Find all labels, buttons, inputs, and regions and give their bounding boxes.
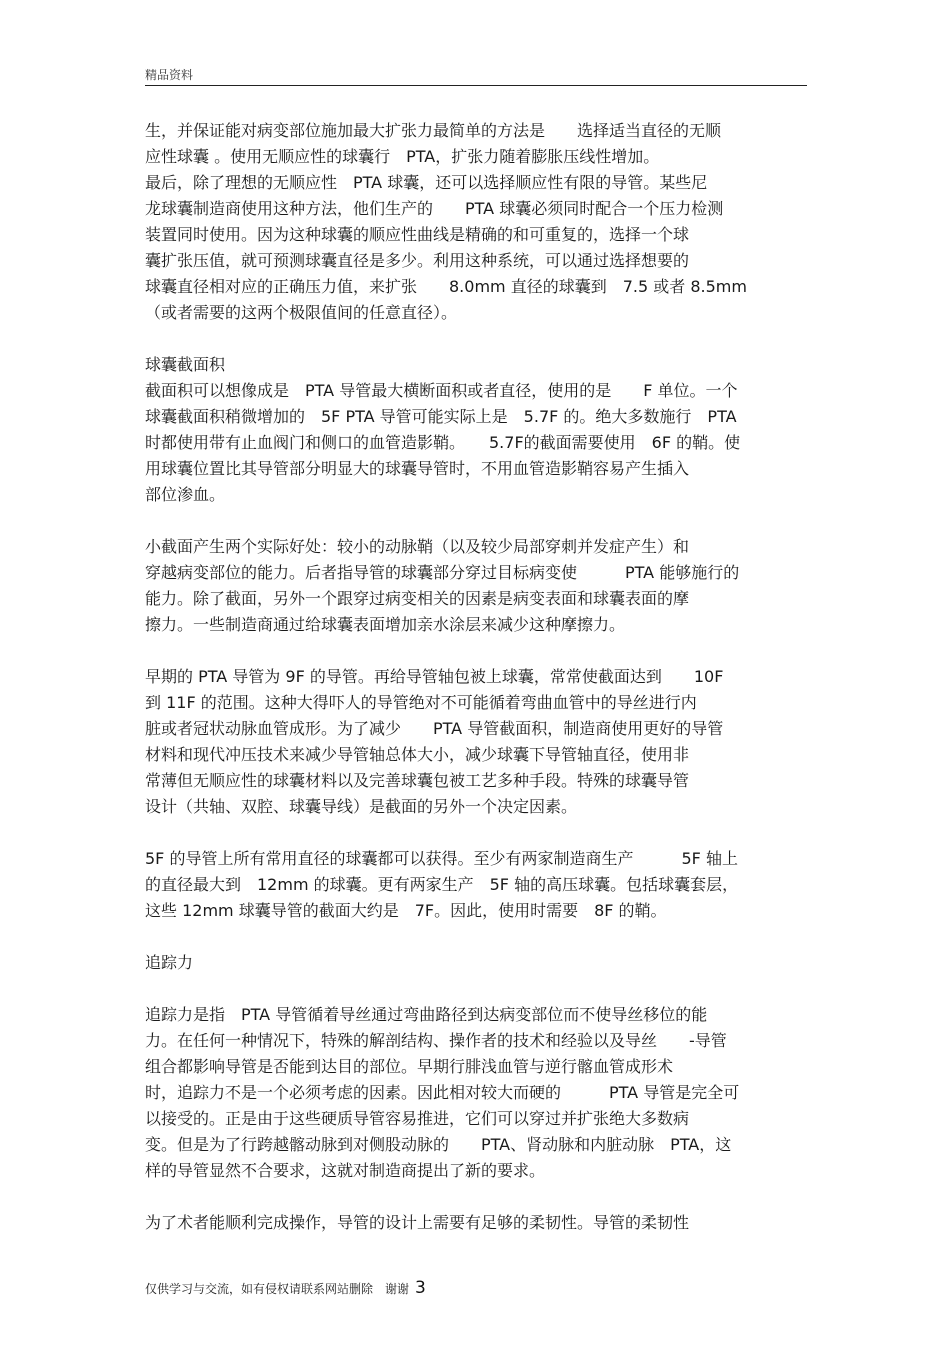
header-divider [145,85,807,86]
text-line: （或者需要的这两个极限值间的任意直径）。 [145,303,458,322]
text-line: 球囊截面积稍微增加的 5F PTA 导管可能实际上是 5.7F 的。绝大多数施行 PTA [145,407,737,426]
paragraph-gap [145,820,805,846]
text-line: 用球囊位置比其导管部分明显大的球囊导管时，不用血管造影鞘容易产生插入 [145,459,690,478]
paragraph-gap [145,638,805,664]
text-line: 样的导管显然不合要求，这就对制造商提出了新的要求。 [145,1161,546,1180]
footer [145,1278,426,1298]
text-line: 穿越病变部位的能力。后者指导管的球囊部分穿过目标病变使 PTA 能够施行的 [145,563,740,582]
text-line: 球囊截面积 [145,355,226,374]
text-line: 常薄但无顺应性的球囊材料以及完善球囊包被工艺多种手段。特殊的球囊导管 [145,771,690,790]
text-line: 设计（共轴、双腔、球囊导线）是截面的另外一个决定因素。 [145,797,578,816]
paragraph-gap [145,924,805,950]
text-line: 最后，除了理想的无顺应性 PTA 球囊，还可以选择顺应性有限的导管。某些尼 [145,173,708,192]
text-line: 生，并保证能对病变部位施加最大扩张力最简单的方法是 选择适当直径的无顺 [145,121,722,140]
text-line: 追踪力是指 PTA 导管循着导丝通过弯曲路径到达病变部位而不使导丝移位的能 [145,1005,708,1024]
document-body [145,118,805,1236]
paragraph [145,1002,805,1184]
paragraph-gap [145,326,805,352]
text-line: 追踪力 [145,953,194,972]
text-line: 擦力。一些制造商通过给球囊表面增加亲水涂层来减少这种摩擦力。 [145,615,626,634]
header-label: 精品资料 [145,68,194,82]
paragraph [145,664,805,820]
text-line: 这些 12mm 球囊导管的截面大约是 7F。因此，使用时需要 8F 的鞘。 [145,901,667,920]
paragraph [145,534,805,638]
text-line: 组合都影响导管是否能到达目的部位。早期行腓浅血管与逆行髂血管成形术 [145,1057,674,1076]
text-line: 的直径最大到 12mm 的球囊。更有两家生产 5F 轴的高压球囊。包括球囊套层， [145,875,739,894]
text-line: 变。但是为了行跨越髂动脉到对侧股动脉的 PTA、肾动脉和内脏动脉 PTA，这 [145,1135,732,1154]
text-line: 为了术者能顺利完成操作，导管的设计上需要有足够的柔韧性。导管的柔韧性 [145,1213,690,1232]
text-line: 小截面产生两个实际好处：较小的动脉鞘（以及较少局部穿刺并发症产生）和 [145,537,690,556]
paragraph [145,118,805,326]
paragraph-gap [145,508,805,534]
text-line: 时，追踪力不是一个必须考虑的因素。因此相对较大而硬的 PTA 导管是完全可 [145,1083,740,1102]
text-line: 早期的 PTA 导管为 9F 的导管。再给导管轴包被上球囊，常常使截面达到 10F [145,667,724,686]
footer-text: 仅供学习与交流，如有侵权请联系网站删除 谢谢 [145,1282,410,1296]
paragraph [145,352,805,508]
text-line: 材料和现代冲压技术来减少导管轴总体大小，减少球囊下导管轴直径，使用非 [145,745,690,764]
paragraph [145,1210,805,1236]
text-line: 截面积可以想像成是 PTA 导管最大横断面积或者直径，使用的是 F 单位。一个 [145,381,738,400]
paragraph [145,950,805,976]
text-line: 脏或者冠状动脉血管成形。为了减少 PTA 导管截面积，制造商使用更好的导管 [145,719,724,738]
text-line: 球囊直径相对应的正确压力值，来扩张 8.0mm 直径的球囊到 7.5 或者 8.5mm [145,277,747,296]
text-line: 以接受的。正是由于这些硬质导管容易推进，它们可以穿过并扩张绝大多数病 [145,1109,690,1128]
text-line: 能力。除了截面，另外一个跟穿过病变相关的因素是病变表面和球囊表面的摩 [145,589,690,608]
text-line: 5F 的导管上所有常用直径的球囊都可以获得。至少有两家制造商生产 5F 轴上 [145,849,738,868]
text-line: 装置同时使用。因为这种球囊的顺应性曲线是精确的和可重复的，选择一个球 [145,225,690,244]
text-line: 应性球囊 。使用无顺应性的球囊行 PTA，扩张力随着膨胀压线性增加。 [145,147,660,166]
text-line: 力。在任何一种情况下，特殊的解剖结构、操作者的技术和经验以及导丝 -导管 [145,1031,727,1050]
text-line: 时都使用带有止血阀门和侧口的血管造影鞘。 5.7F的截面需要使用 6F 的鞘。使 [145,433,741,452]
text-line: 龙球囊制造商使用这种方法，他们生产的 PTA 球囊必须同时配合一个压力检测 [145,199,724,218]
page-number: 3 [415,1278,426,1298]
paragraph-gap [145,1184,805,1210]
paragraph-gap [145,976,805,1002]
paragraph [145,846,805,924]
text-line: 到 11F 的范围。这种大得吓人的导管绝对不可能循着弯曲血管中的导丝进行内 [145,693,697,712]
text-line: 部位渗血。 [145,485,226,504]
text-line: 囊扩张压值，就可预测球囊直径是多少。利用这种系统，可以通过选择想要的 [145,251,690,270]
